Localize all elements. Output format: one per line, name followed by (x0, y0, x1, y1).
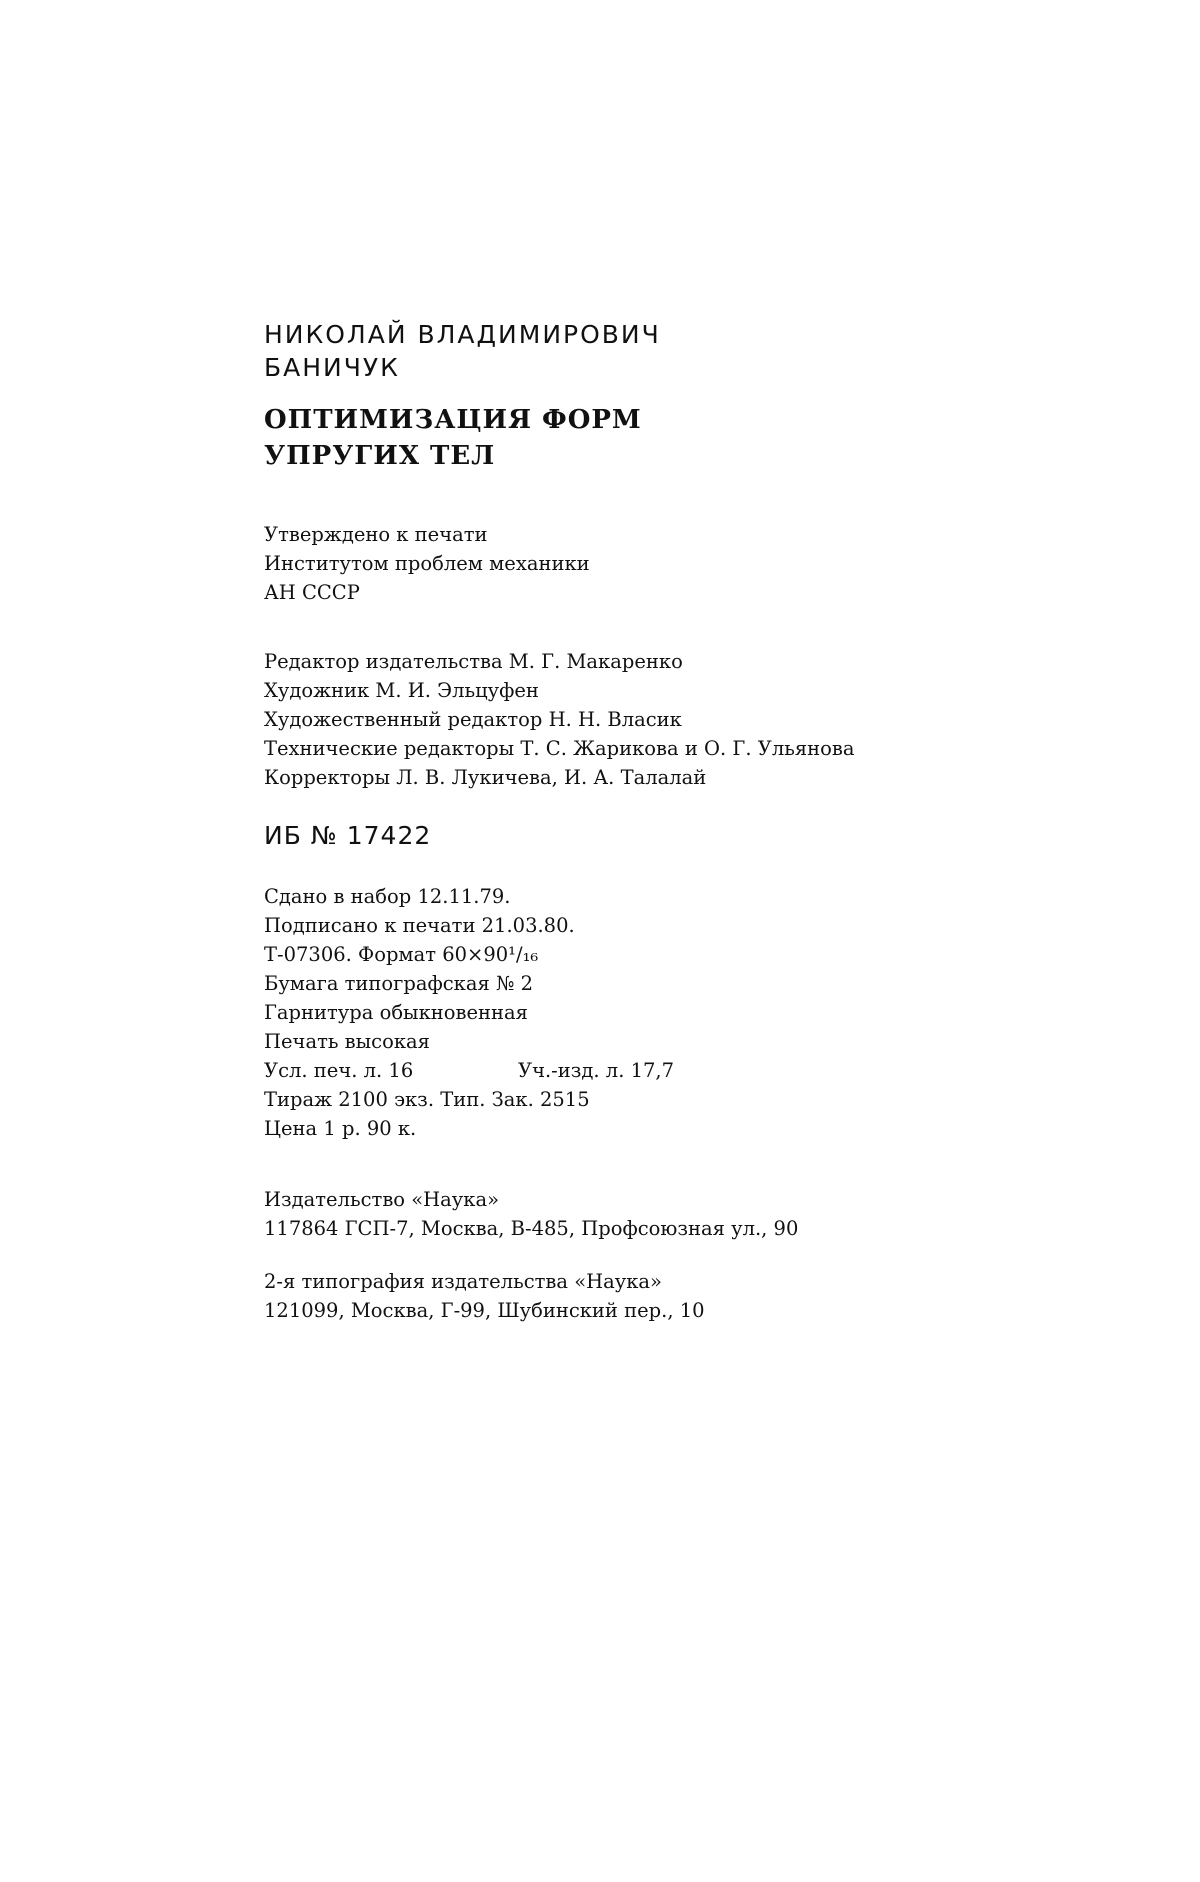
approved-line-1: Утверждено к печати (264, 523, 488, 546)
print-info-block (264, 882, 1084, 1143)
sheets-line (264, 1056, 1084, 1085)
circulation-line: Тираж 2100 экз. Тип. Зак. 2515 (264, 1088, 590, 1111)
sheets-conditional: Усл. печ. л. 16 (264, 1059, 414, 1082)
approved-line-2: Институтом проблем механики (264, 552, 590, 575)
ib-number: ИБ № 17422 (264, 821, 432, 850)
printer-address: 121099, Москва, Г-99, Шубинский пер., 10 (264, 1299, 705, 1322)
typeface-line: Гарнитура обыкновенная (264, 1001, 528, 1024)
artist-line: Художник М. И. Эльцуфен (264, 679, 539, 702)
editor-line: Редактор издательства М. Г. Макаренко (264, 650, 683, 673)
publisher-block (264, 1185, 1084, 1243)
publisher-name: Издательство «Наука» (264, 1188, 500, 1211)
sheets-publishing: Уч.-изд. л. 17,7 (518, 1059, 675, 1082)
printer-block (264, 1267, 1084, 1325)
approved-line-3: АН СССР (264, 581, 360, 604)
proofreaders-line: Корректоры Л. В. Лукичева, И. А. Талалай (264, 766, 707, 789)
printer-name: 2-я типография издательства «Наука» (264, 1270, 662, 1293)
signed-line: Подписано к печати 21.03.80. (264, 914, 575, 937)
submitted-line: Сдано в набор 12.11.79. (264, 885, 511, 908)
author-surname: БАНИЧУК (264, 353, 400, 382)
art-editor-line: Художественный редактор Н. Н. Власик (264, 708, 682, 731)
publisher-address: 117864 ГСП-7, Москва, В-485, Профсоюзная ул., 90 (264, 1217, 799, 1240)
format-line: Т-07306. Формат 60×90¹/₁₆ (264, 943, 539, 966)
author-name: НИКОЛАЙ ВЛАДИМИРОВИЧ (264, 320, 661, 349)
tech-editors-line: Технические редакторы Т. С. Жарикова и О. Г. Ульянова (264, 737, 855, 760)
book-title (264, 402, 1084, 474)
title-line-2: УПРУГИХ ТЕЛ (264, 441, 496, 471)
title-line-1: ОПТИМИЗАЦИЯ ФОРМ (264, 405, 642, 435)
author-block (264, 318, 1084, 384)
colophon (264, 318, 1084, 1325)
staff-block (264, 647, 1084, 792)
printing-line: Печать высокая (264, 1030, 430, 1053)
approval-block (264, 520, 1084, 607)
price-line: Цена 1 р. 90 к. (264, 1117, 417, 1140)
paper-line: Бумага типографская № 2 (264, 972, 534, 995)
